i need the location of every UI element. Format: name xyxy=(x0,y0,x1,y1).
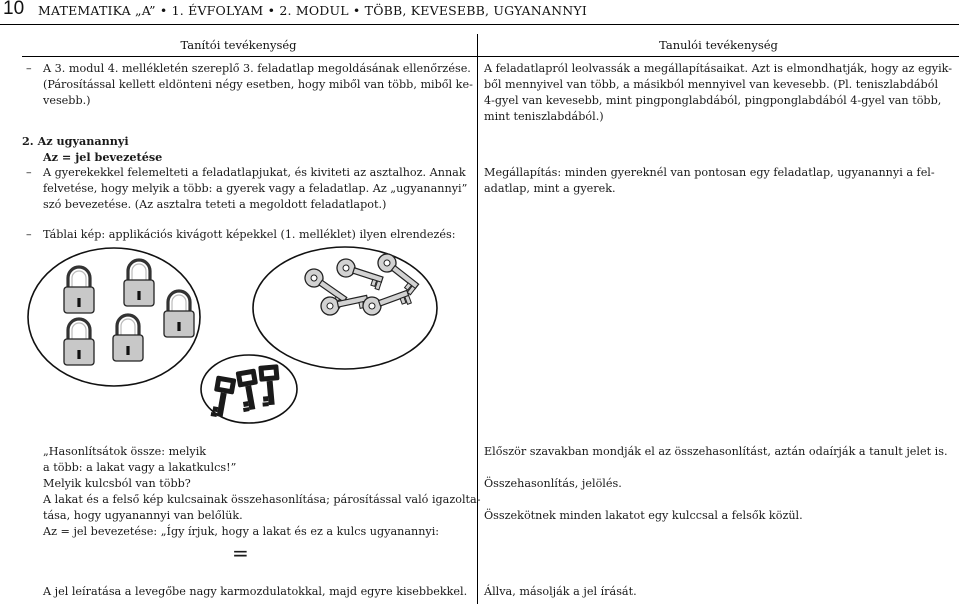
student-s2-line2: adatlap, mint a gyerek. xyxy=(484,182,616,195)
section-title: 2. Az ugyanannyi xyxy=(22,134,129,148)
teacher-p4-line4: A lakat és a felső kép kulcsainak összehasonlítása; párosítással való igazolta- xyxy=(43,493,481,506)
teacher-p5: A jel leíratása a levegőbe nagy karmozdulatokkal, majd egyre kisebbekkel. xyxy=(43,585,468,598)
page-number: 10 xyxy=(3,0,25,19)
student-s1-line2: ből mennyivel van több, a másikból mennyivel van kevesebb. (Pl. teniszlabdából xyxy=(484,78,939,91)
list-dash: – xyxy=(26,62,32,75)
student-s1-line3: 4-gyel van kevesebb, mint pingponglabdából, pingponglabdából 4-gyel van több, xyxy=(484,94,942,107)
teacher-p1-line3: vesebb.) xyxy=(43,94,91,107)
teacher-p2-line2: felvetése, hogy melyik a több: a gyerek vagy a feladatlap. Az „ugyanannyi” xyxy=(43,182,468,195)
teacher-p4-line1: „Hasonlítsátok össze: melyik xyxy=(43,445,207,458)
teacher-p4-line2: a több: a lakat vagy a lakatkulcs!” xyxy=(43,461,237,474)
equals-sign: = xyxy=(232,541,249,565)
student-s2-line1: Megállapítás: minden gyereknél van pontosan egy feladatlap, ugyanannyi a fel- xyxy=(484,166,935,179)
teacher-p4-line5: tása, hogy ugyanannyi van belőlük. xyxy=(43,509,243,522)
student-column-header: Tanulói tevékenység xyxy=(659,38,778,52)
teacher-p4-line3: Melyik kulcsból van több? xyxy=(43,477,191,490)
student-s5: Összekötnek minden lakatot egy kulccsal a felsők közül. xyxy=(484,509,803,522)
list-dash: – xyxy=(26,228,32,241)
student-s1-line1: A feladatlapról leolvassák a megállapításaikat. Azt is elmondhatják, hogy az egyik- xyxy=(484,62,953,75)
student-s1-line4: mint teniszlabdából.) xyxy=(484,110,604,123)
teacher-p1-line2: (Párosítással kellett eldönteni négy esetben, hogy miből van több, miből ke- xyxy=(43,78,473,91)
student-s6: Állva, másolják a jel írását. xyxy=(484,585,637,598)
section-subtitle: Az = jel bevezetése xyxy=(43,150,163,164)
teacher-p2-line3: szó bevezetése. (Az asztalra teteti a megoldott feladatlapot.) xyxy=(43,198,387,211)
teacher-p1-line1: A 3. modul 4. mellékletén szereplő 3. feladatlap megoldásának ellenőrzése. xyxy=(43,62,471,75)
list-dash: – xyxy=(26,166,32,179)
student-s4: Összehasonlítás, jelölés. xyxy=(484,477,622,490)
running-head: MATEMATIKA „A” • 1. ÉVFOLYAM • 2. MODUL • TÖBB, KEVESEBB, UGYANANNYI xyxy=(38,3,588,18)
teacher-column-header: Tanítói tevékenység xyxy=(180,38,297,52)
teacher-p2-line1: A gyerekekkel felemelteti a feladatlapjukat, és kiviteti az asztalhoz. Annak xyxy=(43,166,466,179)
teacher-p3: Táblai kép: applikációs kivágott képekkel (1. melléklet) ilyen elrendezés: xyxy=(43,228,456,241)
student-s3: Először szavakban mondják el az összehasonlítást, aztán odaírják a tanult jelet is. xyxy=(484,445,948,458)
teacher-p4-line6: Az = jel bevezetése: „Így írjuk, hogy a lakat és ez a kulcs ugyanannyi: xyxy=(43,525,440,538)
